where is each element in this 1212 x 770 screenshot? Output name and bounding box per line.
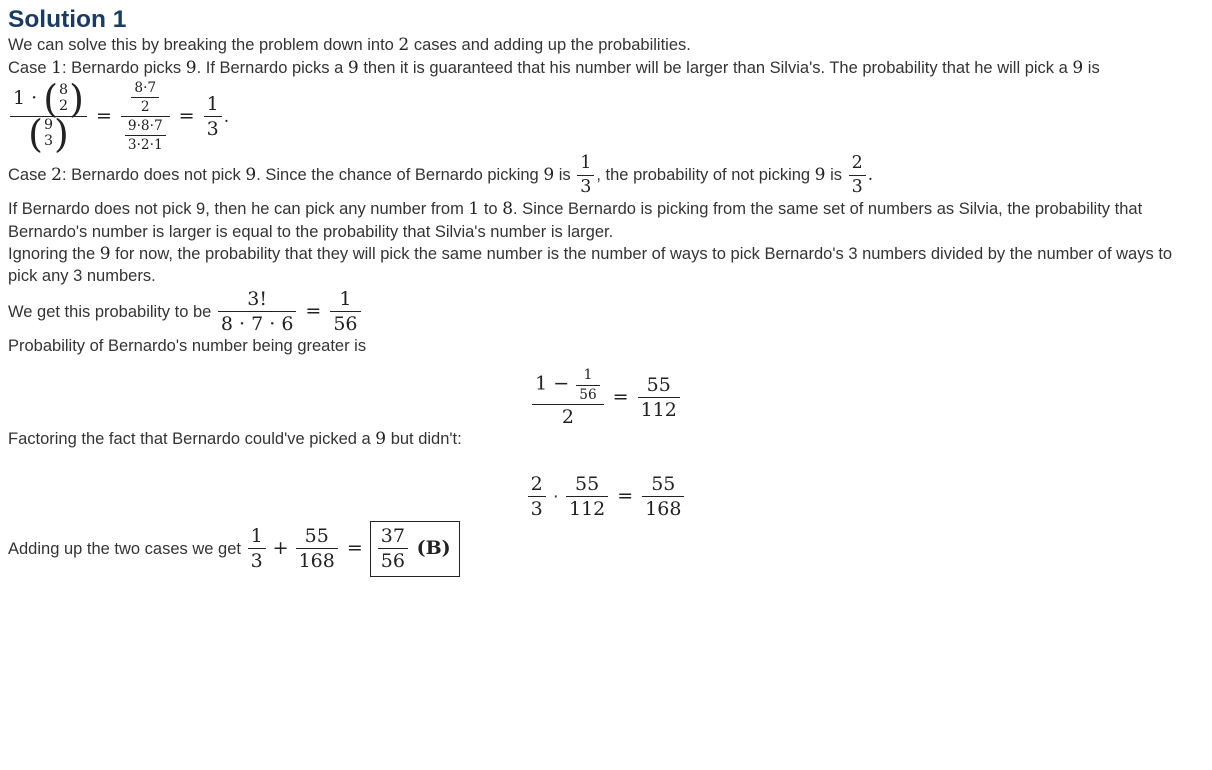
display-equation-2: [8, 473, 1204, 521]
boxed-answer: [370, 521, 460, 577]
fraction-55-168: [642, 473, 684, 521]
explanation-paragraph-1: [8, 198, 1204, 243]
text-run: Case: [8, 166, 52, 185]
binomial-top: 8: [59, 82, 69, 99]
fraction-numerator: [532, 367, 604, 404]
text-run: Case: [8, 59, 52, 78]
text-run: . Since the chance of Bernardo picking: [256, 166, 544, 185]
fraction-denominator: 2: [561, 405, 574, 428]
equals-sign: =: [612, 386, 629, 409]
intro-paragraph: [8, 34, 1204, 57]
fraction-one-third: [577, 153, 594, 197]
text-run: Adding up the two cases we get: [8, 539, 246, 558]
fraction-binomial-ratio: [10, 76, 87, 157]
fraction-numerator: 1: [248, 525, 266, 549]
fraction-37-56: [378, 525, 408, 573]
fraction-numerator: 55: [642, 473, 684, 497]
binomial-stack: [43, 118, 54, 150]
fraction-denominator: 3: [851, 177, 863, 198]
math-number: 9: [99, 243, 111, 264]
fraction-one-third-wrap: [575, 153, 596, 198]
fraction-denominator: 56: [579, 386, 597, 403]
fraction-denominator: [121, 117, 170, 153]
fraction-two-thirds: [528, 473, 546, 521]
fraction-numerator: 1: [576, 367, 599, 385]
fraction-55-168: [296, 525, 338, 573]
text-run: Ignoring the: [8, 244, 100, 263]
math-text: 1 −: [535, 373, 576, 396]
fraction-numerator: 37: [378, 525, 408, 549]
text-run: cases and adding up the probabilities.: [409, 36, 691, 55]
fraction-denominator: 3: [250, 550, 263, 573]
right-paren: ): [54, 112, 69, 157]
fraction-numerator: 9·8·7: [125, 118, 166, 136]
text-run: . If Bernardo picks a: [196, 59, 348, 78]
fraction-nested: [125, 118, 166, 153]
fraction-one-third: [204, 93, 222, 141]
fraction-denominator: 2: [140, 99, 150, 116]
binomial-9-3: [28, 112, 69, 157]
fraction-numerator: 55: [296, 525, 338, 549]
fraction-numerator: [121, 80, 170, 117]
right-paren: ): [69, 76, 84, 121]
fraction-numerator: 3!: [218, 288, 297, 312]
math-number: 2: [398, 35, 410, 56]
text-run: but didn't:: [386, 430, 462, 449]
fraction-nested: [576, 367, 599, 402]
binomial-bottom: 3: [43, 133, 54, 150]
math-number: 1: [468, 198, 480, 219]
display-equation-1: [8, 367, 1204, 428]
text-run: then it is guaranteed that his number will be larger than Silvia's. The probability that he will pick a: [358, 59, 1073, 78]
math-number: 9: [543, 165, 555, 186]
math-number: 9: [1072, 58, 1084, 79]
math-text: .: [223, 106, 230, 127]
text-run: We get this probability to be: [8, 302, 216, 321]
math-text: .: [867, 165, 874, 186]
left-paren: (: [28, 112, 43, 157]
fraction-denominator: 56: [380, 550, 405, 573]
fraction-numerator: 1: [330, 288, 360, 312]
final-answer-paragraph: [8, 521, 1204, 577]
fraction-denominator: 168: [645, 498, 682, 521]
fraction-numerator: 55: [638, 374, 680, 398]
text-run: to: [479, 199, 503, 218]
fraction-numerator: 8·7: [131, 80, 159, 98]
case1-paragraph: [8, 57, 1204, 157]
fraction-numerator: 2: [528, 473, 546, 497]
text-run: If Bernardo does not pick 9, then he can pick any number from: [8, 199, 469, 218]
fraction-numerator: 2: [849, 153, 866, 176]
fraction-denominator: 112: [640, 399, 677, 422]
fraction-denominator: 168: [298, 550, 335, 573]
left-paren: (: [43, 76, 59, 121]
math-number: 9: [375, 429, 387, 450]
math-number: 9: [185, 58, 197, 79]
equals-sign: =: [346, 536, 363, 559]
fraction-factorial: [218, 288, 297, 336]
fraction-55-112: [566, 473, 608, 521]
fraction-denominator: 3: [530, 498, 543, 521]
solution-heading: Solution 1: [8, 6, 127, 33]
text-run: : Bernardo picks: [61, 59, 186, 78]
text-run: is: [825, 166, 847, 185]
fraction-numerator: 55: [566, 473, 608, 497]
binomial-top: 9: [43, 117, 54, 134]
fraction-two-thirds-wrap: [847, 153, 868, 198]
text-run: , the probability of not picking: [596, 166, 815, 185]
case2-paragraph: [8, 153, 1204, 197]
fraction-denominator: 3: [206, 118, 219, 141]
text-run: Probability of Bernardo's number being greater is: [8, 337, 367, 356]
math-number: 9: [814, 165, 826, 186]
equals-sign: =: [617, 485, 634, 508]
fraction-rhs: [638, 374, 680, 422]
fraction-two-thirds: [849, 153, 866, 197]
fraction-one-third: [248, 525, 266, 573]
text-run: . Since Bernardo is picking from the same set of numbers as Silvia, the probability that Bernardo's number is larger is equal to the probability that Silvia's number is larger.: [8, 199, 1143, 241]
probability-formula-paragraph: [8, 288, 1204, 336]
answer-choice-label: (B): [409, 536, 451, 559]
fraction-nested: [131, 80, 159, 115]
text-run: Factoring the fact that Bernardo could've picked a: [8, 430, 376, 449]
math-number: 1: [51, 58, 62, 79]
fraction-denominator: [10, 112, 87, 157]
binomial-8-2: [43, 76, 84, 121]
greater-probability-label: [8, 335, 1204, 357]
math-number: 9: [245, 165, 257, 186]
text-run: is: [1083, 59, 1100, 78]
text-run: for now, the probability that they will pick the same number is the number of ways to pick Bernardo's 3 numbers divided by the number of ways to pick any 3 numbers.: [8, 244, 1173, 286]
fraction-one-fiftysix: [330, 288, 360, 336]
math-number: 9: [347, 58, 359, 79]
equals-sign: =: [178, 104, 195, 127]
fraction-numerator: [10, 76, 87, 121]
plus-sign: +: [272, 536, 289, 559]
equals-sign: =: [305, 299, 322, 322]
fraction-denominator: 3: [580, 177, 592, 198]
fraction-denominator: 112: [568, 498, 606, 521]
fraction-numerator: 1: [577, 153, 594, 176]
fraction-denominator: 56: [333, 312, 358, 335]
cdot-sign: ·: [552, 486, 559, 508]
math-number: 8: [502, 198, 514, 219]
text-run: We can solve this by breaking the problem down into: [8, 36, 399, 55]
fraction-denominator: 8 · 7 · 6: [220, 312, 294, 335]
math-number: 2: [51, 165, 62, 186]
fraction-numerator: 1: [204, 93, 222, 117]
final-formula: [246, 524, 460, 573]
factoring-paragraph: [8, 428, 1204, 451]
fraction-compound: [121, 80, 170, 154]
fraction-denominator: 3·2·1: [127, 137, 163, 154]
text-run: is: [554, 166, 576, 185]
math-text: 1 ·: [13, 87, 44, 110]
binomial-bottom: 2: [59, 98, 69, 115]
text-run: : Bernardo does not pick: [61, 166, 246, 185]
binomial-stack: [58, 83, 69, 115]
fraction-lhs: [532, 367, 604, 428]
equals-sign: =: [95, 104, 112, 127]
explanation-paragraph-2: [8, 243, 1204, 288]
